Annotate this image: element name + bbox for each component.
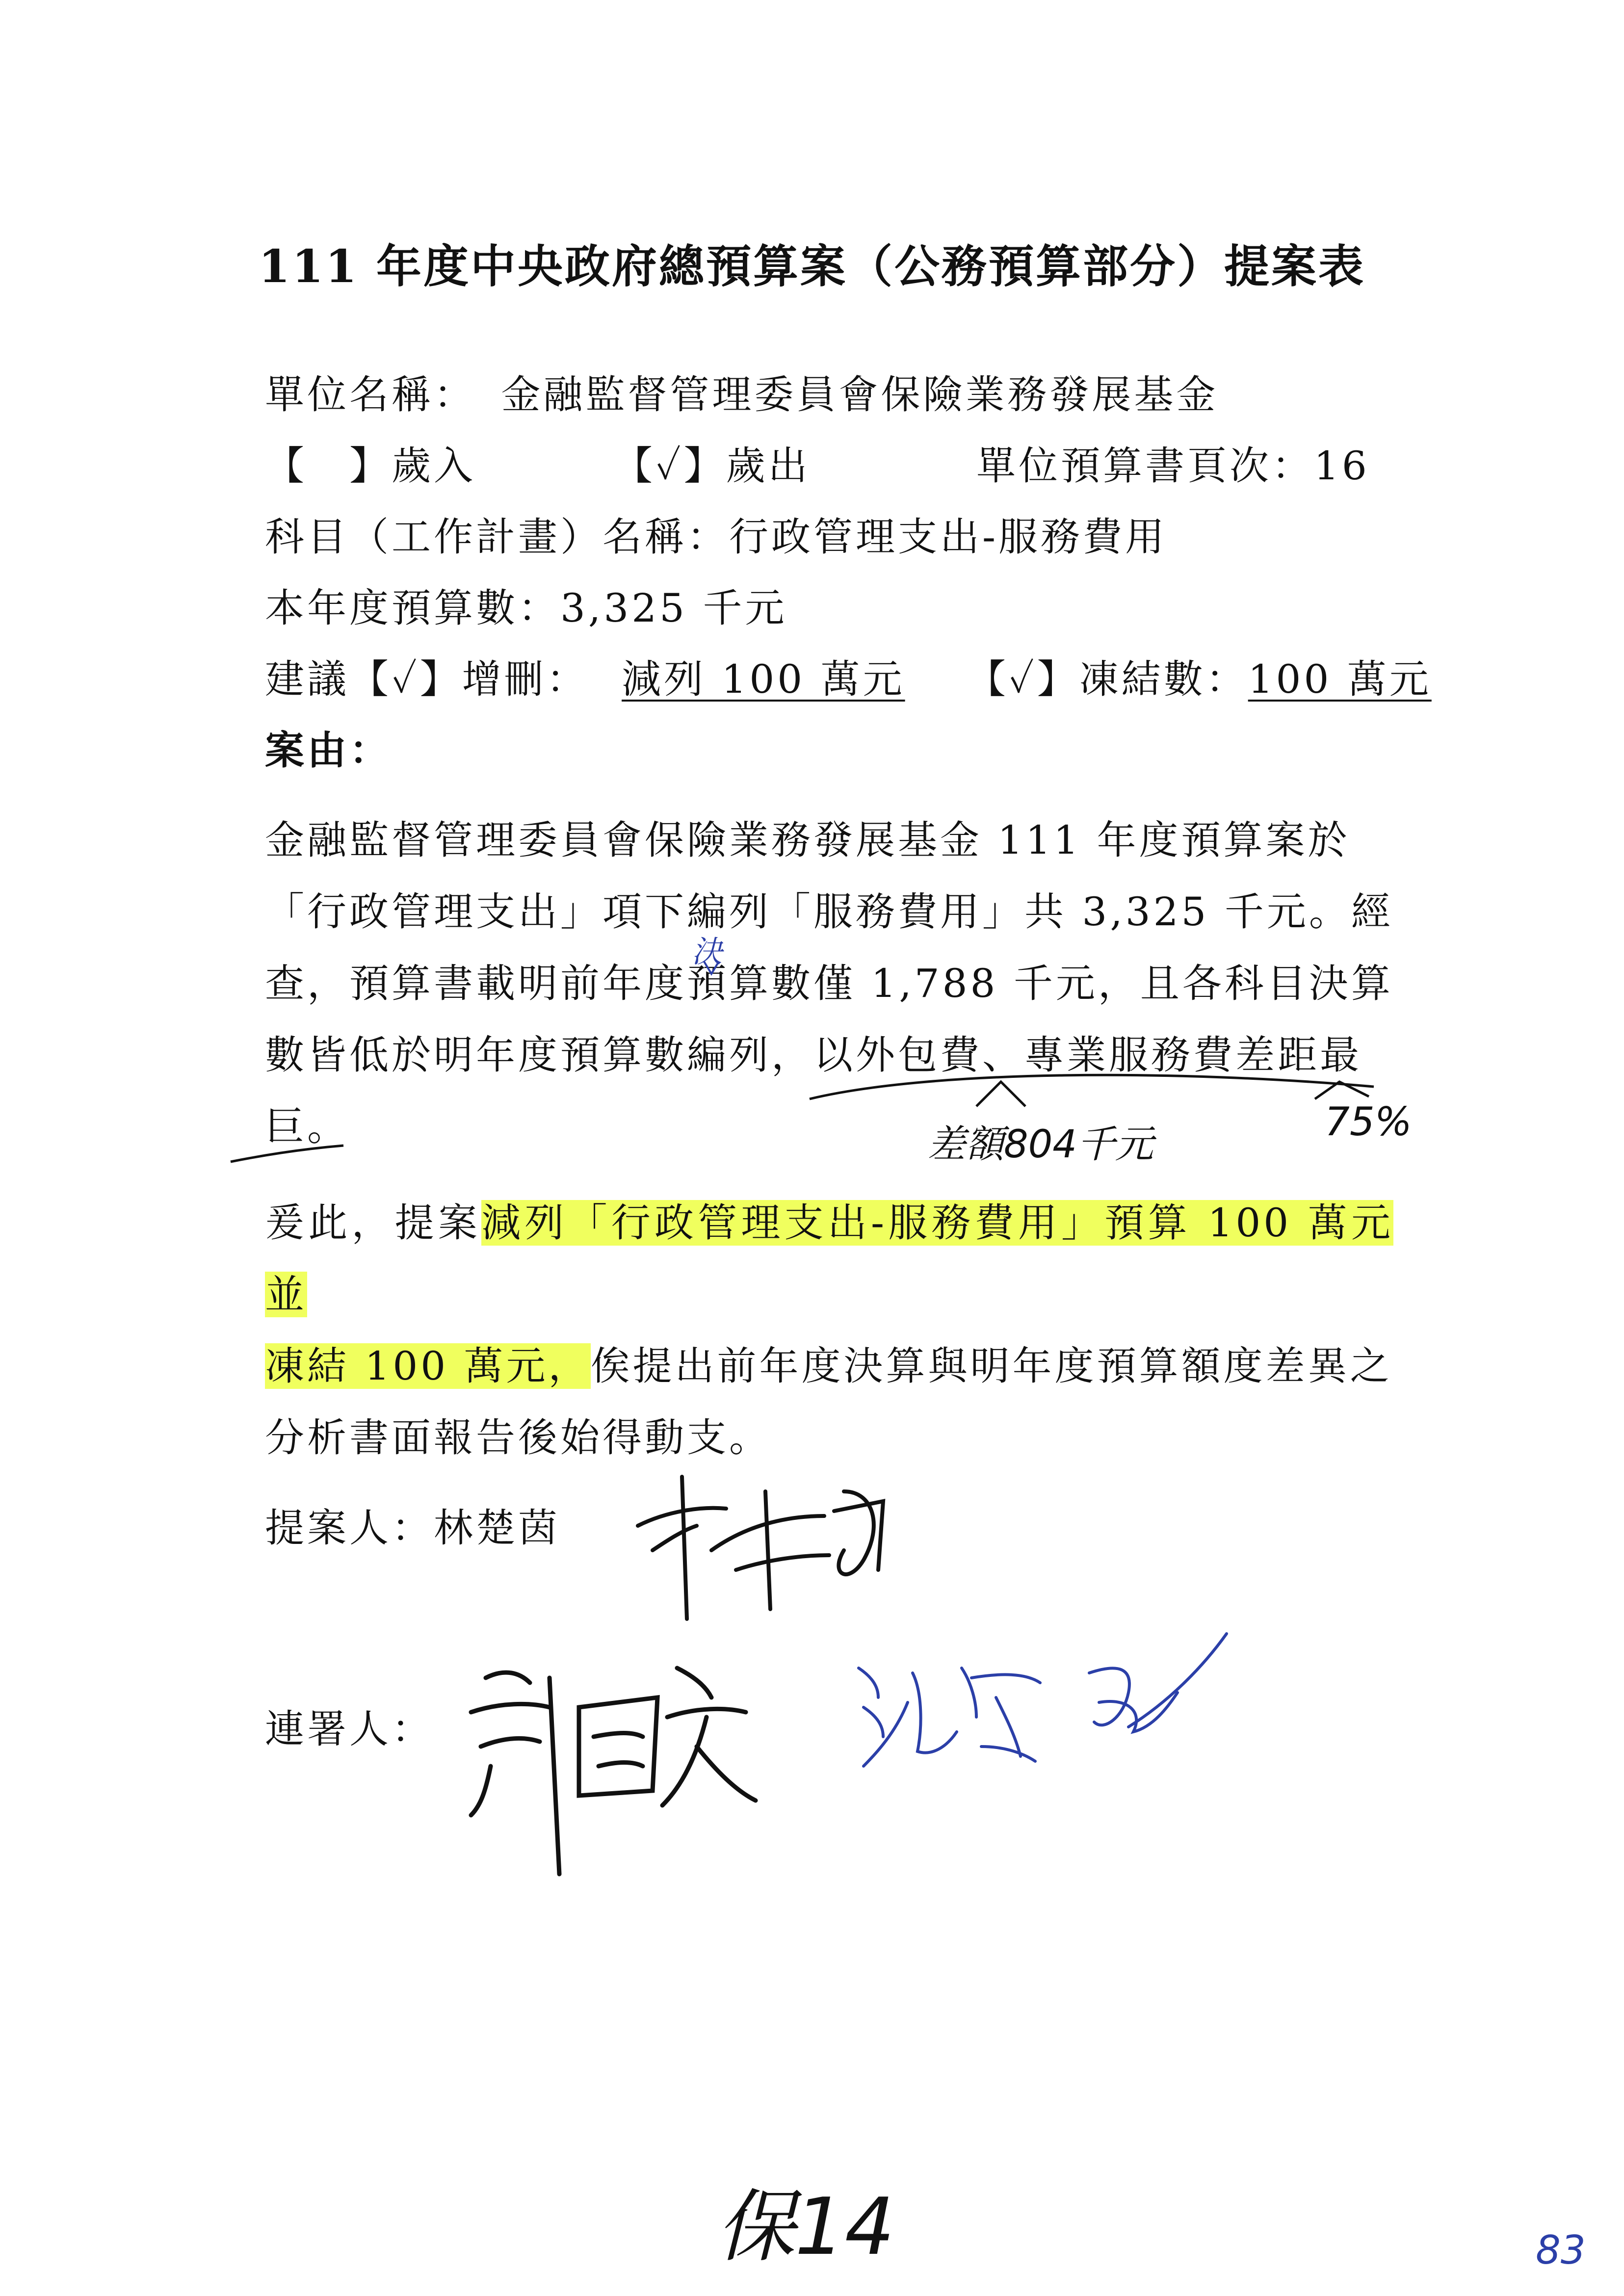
paragraph-line: 數皆低於明年度預算數編列，以外包費、專業服務費差距最 <box>265 1032 1362 1078</box>
adjust-label: 增刪： <box>462 656 589 702</box>
freeze-checkbox: 【✓】 <box>967 656 1079 702</box>
adjust-checkbox: 【✓】 <box>349 656 462 702</box>
subject-label: 科目（工作計畫）名稱： <box>265 514 729 560</box>
handwritten-difference-note: 差額804千元 <box>927 1122 1153 1167</box>
page-reference-label: 單位預算書頁次： <box>976 443 1314 489</box>
highlighted-text: 凍結 100 萬元， <box>265 1343 591 1389</box>
revenue-label: 歲入 <box>392 443 476 489</box>
paragraph-line: 金融監督管理委員會保險業務發展基金 111 年度預算案於 <box>265 817 1350 863</box>
unit-label: 單位名稱： <box>265 372 476 417</box>
page-title: 111 年度中央政府總預算案（公務預算部分）提案表 <box>258 240 1366 293</box>
proposer-label: 提案人： <box>265 1505 434 1551</box>
handwritten-page-number: 83 <box>1536 2227 1586 2273</box>
paragraph-text: 俟提出前年度決算與明年度預算額度差異之 <box>590 1343 1392 1389</box>
page-reference-value: 16 <box>1314 443 1370 489</box>
paragraph-line: 分析書面報告後始得動支。 <box>265 1415 771 1461</box>
annotation-arc <box>810 1075 1374 1099</box>
adjust-value: 減列 100 萬元 <box>622 656 905 702</box>
paragraph-text: 爰此，提案 <box>265 1200 482 1246</box>
proposer-name: 林楚茵 <box>434 1505 560 1551</box>
highlighted-text: 減列「行政管理支出-服務費用」預算 100 萬元並 <box>265 1200 1394 1317</box>
expense-checkbox: 【✓】 <box>613 443 726 489</box>
handwritten-correction: 決 <box>692 934 723 969</box>
paragraph-line: 查，預算書載明前年度預算數僅 1,788 千元，且各科目決算 <box>265 961 1393 1006</box>
proposer-signature <box>638 1477 883 1619</box>
proposal-label: 建議 <box>265 656 349 702</box>
reason-heading: 案由： <box>265 727 392 773</box>
annotation-caret <box>976 1082 1025 1106</box>
paragraph-line: 「行政管理支出」項下編列「服務費用」共 3,325 千元。經 <box>265 889 1393 935</box>
subject-value: 行政管理支出-服務費用 <box>729 514 1168 560</box>
budget-label: 本年度預算數： <box>265 585 560 631</box>
handwritten-document-number: 保14 <box>716 2181 895 2272</box>
freeze-label: 凍結數： <box>1079 656 1248 702</box>
freeze-value: 100 萬元 <box>1248 656 1432 702</box>
budget-value: 3,325 千元 <box>560 585 787 631</box>
handwritten-percent-note: 75% <box>1325 1099 1412 1145</box>
annotation-underline <box>231 1146 343 1162</box>
expense-label: 歲出 <box>726 443 811 489</box>
cosigner-signature <box>859 1634 1227 1766</box>
cosigner-signature <box>471 1668 756 1874</box>
paragraph-line: 巨。 <box>265 1104 349 1149</box>
revenue-checkbox: 【 】 <box>265 443 392 489</box>
annotation-caret <box>704 962 719 974</box>
unit-value: 金融監督管理委員會保險業務發展基金 <box>501 372 1219 417</box>
cosigner-label: 連署人： <box>265 1706 434 1752</box>
